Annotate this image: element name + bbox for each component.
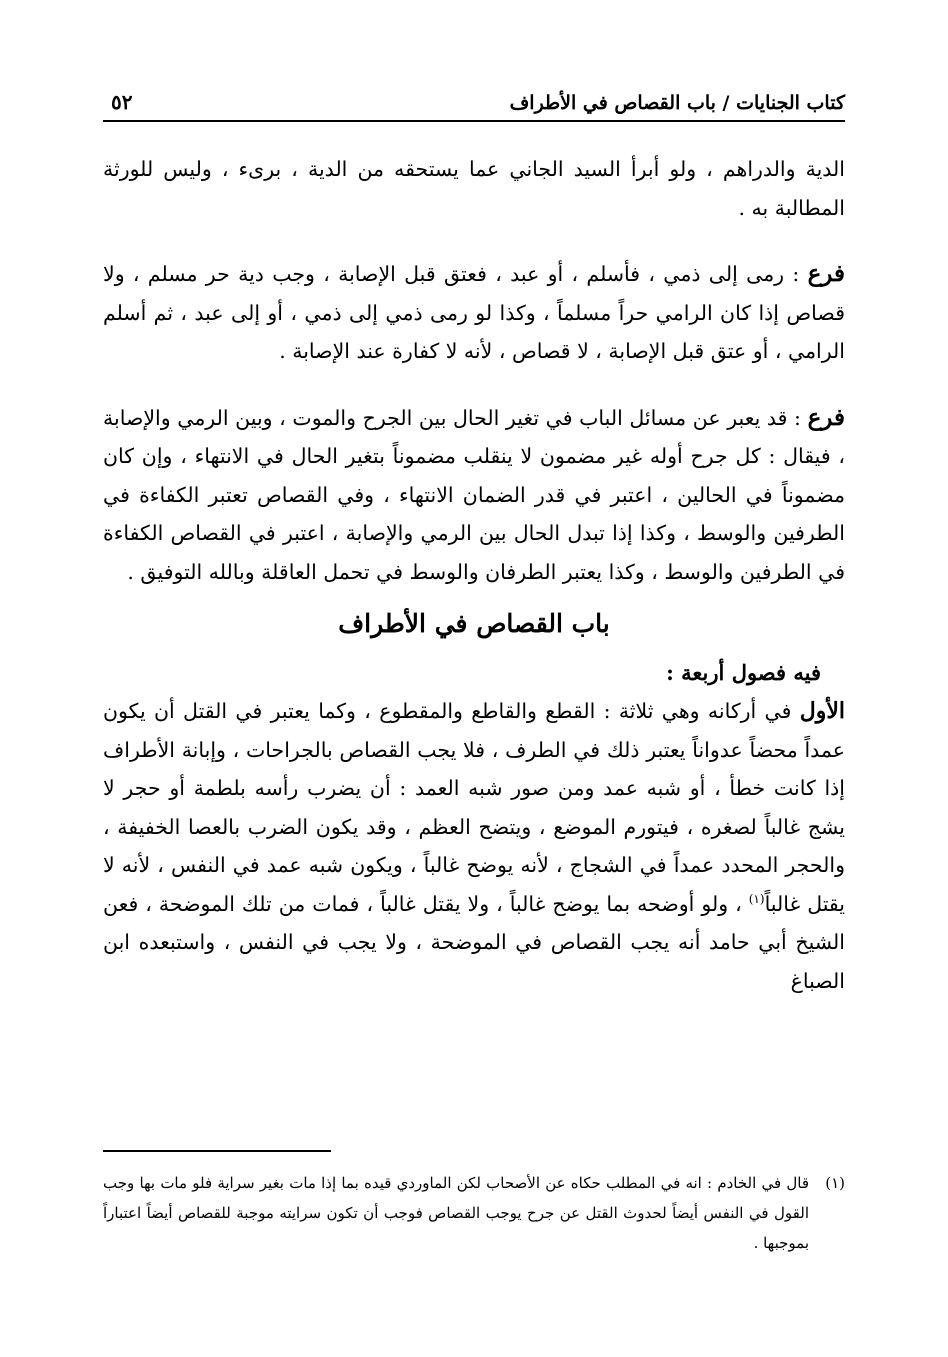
footnote-separator <box>103 1150 331 1152</box>
paragraph-4-text-b: ، ولو أوضحه بما يوضح غالباً ، ولا يقتل غالباً ، فمات من تلك الموضحة ، فعن الشيخ أبي حامد أنه يجب القصاص في الموضحة ، ولا يجب في النفس ، واستبعده ابن الصباغ <box>103 891 845 993</box>
far-label-2: فرع <box>807 403 845 431</box>
book-page <box>103 0 845 1357</box>
paragraph-3-text: : قد يعبر عن مسائل الباب في تغير الحال بين الجرح والموت ، وبين الرمي والإصابة ، فيقال : كل جرح أوله غير مضمون لا ينقلب مضموناً بتغير الحال في الانتهاء ، وإن كان مضموناً في الحالين ، اعتبر في قدر الضمان الانتهاء ، وفي القصاص تعتبر الكفاءة في الطرفين والوسط ، وكذا إذا تبدل الحال بين الرمي والإصابة ، اعتبر في القصاص الكفاءة في الطرفين والوسط ، وكذا يعتبر الطرفان والوسط في تحمل العاقلة وبالله التوفيق . <box>103 405 845 584</box>
running-header <box>103 82 845 122</box>
main-text <box>103 150 845 1000</box>
running-title: كتاب الجنايات / باب القصاص في الأطراف <box>509 92 845 114</box>
footnote-text: قال في الخادم : انه في المطلب حكاه عن الأصحاب لكن الماوردي قيده بما إذا مات بغير سراية فلو مات بها وجب القول في النفس أيضاً لحدوث القتل عن جرح يوجب القصاص فوجب أن تكون سرايته موجبة للقصاص أيضاً اعتباراً بموجبها . <box>103 1174 809 1252</box>
footnotes <box>103 1168 845 1258</box>
first-section-label: الأول <box>799 698 845 724</box>
paragraph-4-text-a: في أركانه وهي ثلاثة : القطع والقاطع والمقطوع ، وكما يعتبر في القتل أن يكون عمداً محضاً عدواناً يعتبر ذلك في الطرف ، فلا يجب القصاص بالجراحات ، وإبانة الأطراف إذا كانت خطأ ، أو شبه عمد ومن صور شبه العمد : أن يضرب رأسه بلطمة أو حجر لا يشج غالباً لصغره ، فيتورم الموضع ، ويتضح العظم ، وقد يكون الضرب بالعصا الخفيفة ، والحجر المحدد عمداً في الشجاج ، لأنه يوضح غالباً ، ويكون شبه عمد في النفس ، لأنه لا يقتل غالباً <box>103 699 845 916</box>
paragraph-1-text: الدية والدراهم ، ولو أبرأ السيد الجاني عما يستحقه من الدية ، برىء ، وليس للورثة المطالبة به . <box>103 157 845 220</box>
chapter-heading: باب القصاص في الأطراف <box>338 609 610 638</box>
page-number: ٥٢ <box>111 90 133 114</box>
paragraph-far-2 <box>103 399 845 592</box>
paragraph-2-text: : رمى إلى ذمي ، فأسلم ، أو عبد ، فعتق قبل الإصابة ، وجب دية حر مسلم ، ولا قصاص إذا كان الرامي حراً مسلماً ، وكذا لو رمى ذمي إلى ذمي ، أو إلى عبد ، ثم أسلم الرامي ، أو عتق قبل الإصابة ، لا قصاص ، لأنه لا كفارة عند الإصابة . <box>103 262 845 363</box>
footnote-marker: (١) <box>825 1174 845 1192</box>
far-label-1: فرع <box>807 260 845 287</box>
footnote-1 <box>103 1168 845 1258</box>
paragraph-far-1 <box>103 255 845 371</box>
paragraph-continuation <box>103 150 845 227</box>
sections-intro: فيه فصول أربعة : <box>666 659 821 685</box>
footnote-reference[interactable]: (١) <box>748 891 765 906</box>
paragraph-first-section <box>103 692 845 1000</box>
